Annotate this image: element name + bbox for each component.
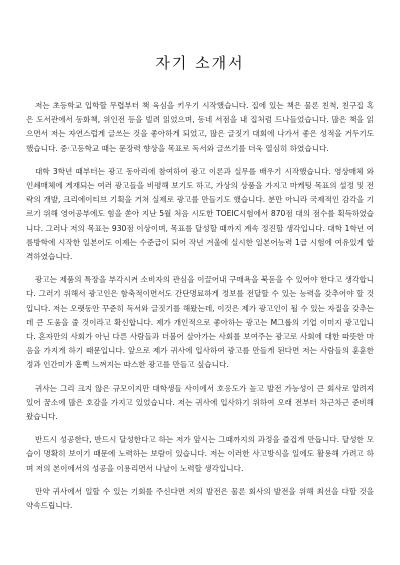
document-title: 자기 소개서 <box>155 54 245 72</box>
paragraph-closing-promise: 만약 귀사에서 일할 수 있는 기회를 주신다면 저의 발전은 물론 회사의 발전을 위해 최선을 다할 것을 약속드립니다. <box>26 486 374 511</box>
paragraph-company-interest: 귀사는 그리 크지 않은 규모이지만 대학생들 사이에서 호응도가 높고 발전 가능성이 큰 회사로 알려져 있어 꿈소에 많은 호감을 가지고 있었습니다. 저는 귀사에 입사하기 위하여 오래 전부터 차근차근 준비해 왔습니다. <box>26 383 374 422</box>
paragraph-advertising-club: 대학 3학년 때부터는 광고 동아리에 참여하여 광고 이론과 실무를 배우기 시작했습니다. 영상매체 와 인쇄매체에 게재되는 여러 광고들을 비평해 보기도 하고, 가상의 상품을 가지고 마케팅 목표의 설정 및 전략의 개발, 크리에이티브 기획을 거쳐 실제로 광고를 만들기도 했습니다. 분만 아니라 국제적인 감각을 기르기 위해 영어공부에도 힘을 쏟아 지난 5월 처음 시도한 TOEIC시험에서 870점 대의 점수를 획득하였습니다. 그러나 저의 목표는 930점 이상이며, 목표를 달성할 때까지 계속 정진할 생각입니다. 대학 1학년 여름방학에 시작한 일본어도 이제는 수준급이 되어 작년 겨울에 실시한 일본어능력 1급 시험에 여유있게 합격하였습니다. <box>26 166 374 262</box>
paragraph-advertising-vision: 광고는 제품의 특장을 부각시켜 소비자의 관심을 이끌어내 구매욕을 북돋을 수 있어야 한다고 생각합니다. 그러기 위해서 광고인은 함축적이면서도 간단명료하게 정보를 전달할 수 있는 능력을 갖추어야 할 것입니다. 저는 오랫동안 꾸준히 독서와 글짓기를 해왔는데, 이것은 제가 광고인이 될 수 있는 자질을 갖추는데 큰 도움을 줄 것이라고 확신합니다. 제가 개인적으로 좋아하는 광고는 M그룹의 기업 이미지 광고입니다. 혼자만의 사회가 아닌 다른 사람들과 더불어 살아가는 사회를 보여주는 광고로 사회에 대한 따뜻한 마음을 가지게 하기 때문입니다. 앞으로 제가 귀사에 입사하여 광고를 만들게 된다면 저는 사람들의 훈훈한 정과 인간미가 흠뻑 느껴지는 따스한 광고를 만들고 싶습니다. <box>26 275 374 370</box>
paragraph-reading-history: 저는 초등학교 입학할 무렵부터 책 육심을 키우기 시작했습니다. 집에 있는 책은 물론 친척, 친구집 혹은 도서관에서 동화책, 위인전 등을 빌려 읽었으며, 동네 서점을 내 집처럼 드나들었습니다. 많은 책을 읽으면서 저는 자연스럽게 글쓰는 것을 좋아하게 되었고, 많은 글짓기 대회에 나가서 좋은 성적을 거두기도 했습니다. 중·고등학교 때는 문장력 향상을 목표로 독서와 글쓰기를 더욱 열심히 하였습니다. <box>26 101 374 153</box>
paragraph-mindset: 반드시 성공한다, 반드시 달성한다고 하는 저가 앞시는 그때까지의 과정을 즐겁게 만듭니다. 달성한 모습이 명확히 보이기 때문에 노력하는 보람이 있습니다. 저는 이러한 사고방식을 일에도 활용해 가려고 하며 저의 본이에서의 성공을 이용리면서 나날이 노력할 생각입니다. <box>26 435 374 473</box>
